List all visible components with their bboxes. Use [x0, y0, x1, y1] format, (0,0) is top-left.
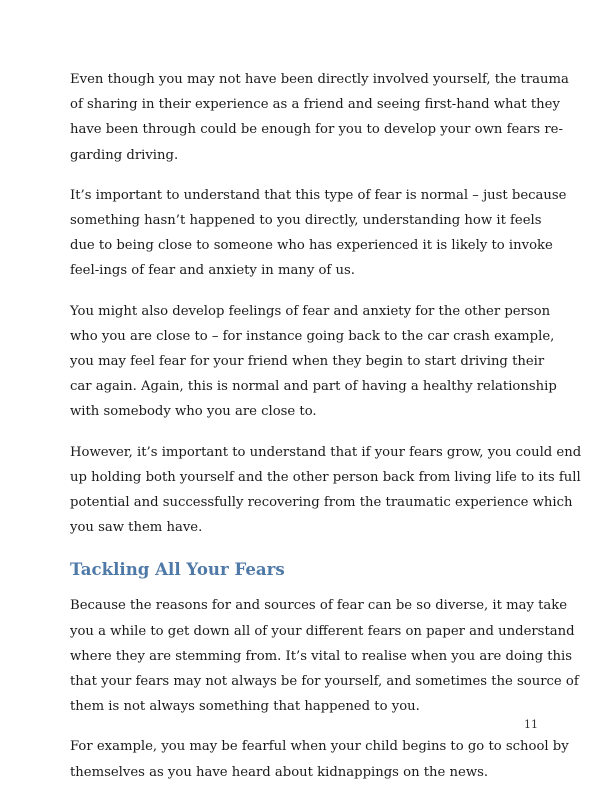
- text-line: However, it’s important to understand that if your fears grow, you could end: [70, 444, 582, 460]
- text-line: car again. Again, this is normal and part of having a healthy relationship: [70, 379, 557, 395]
- text-line: with somebody who you are close to.: [70, 404, 317, 420]
- text-line: you a while to get down all of your different fears on paper and understand: [70, 623, 575, 639]
- paragraph-3: [70, 299, 557, 425]
- text-line: that your fears may not always be for yourself, and sometimes the source of: [70, 674, 579, 690]
- text-line: you saw them have.: [70, 520, 203, 536]
- text-line: You might also develop feelings of fear and anxiety for the other person: [70, 303, 551, 319]
- paragraph-2: [70, 183, 567, 284]
- text-line: up holding both yourself and the other person back from living life to its full: [70, 469, 581, 485]
- text-line: who you are close to – for instance going back to the car crash example,: [70, 328, 555, 344]
- text-line: Even though you may not have been directly involved yourself, the trauma: [70, 72, 569, 87]
- page-number: 11: [524, 718, 538, 731]
- text-line: garding driving.: [70, 147, 179, 163]
- text-line: where they are stemming from. It’s vital to realise when you are doing this: [70, 648, 573, 664]
- page-content: [70, 67, 582, 800]
- text-line: It’s important to understand that this type of fear is normal – just because: [70, 187, 567, 203]
- text-line: you may feel fear for your friend when they begin to start driving their: [70, 354, 545, 370]
- text-line: Because the reasons for and sources of fear can be so diverse, it may take: [70, 598, 568, 614]
- section-heading: Tackling All Your Fears: [70, 559, 285, 580]
- text-line: due to being close to someone who has experienced it is likely to invoke: [70, 238, 553, 254]
- paragraph-6: [70, 734, 569, 784]
- paragraph-1: [70, 67, 569, 168]
- text-line: feel-ings of fear and anxiety in many of us.: [70, 263, 355, 279]
- text-line: For example, you may be fearful when your child begins to go to school by: [70, 739, 569, 755]
- text-line: of sharing in their experience as a friend and seeing first-hand what they: [70, 97, 560, 113]
- paragraph-5: [70, 593, 579, 719]
- paragraph-4: [70, 440, 582, 541]
- text-line: themselves as you have heard about kidnappings on the news.: [70, 764, 489, 780]
- text-line: something hasn’t happened to you directly, understanding how it feels: [70, 213, 542, 229]
- text-line: potential and successfully recovering from the traumatic experience which: [70, 495, 573, 511]
- text-line: have been through could be enough for you to develop your own fears re-: [70, 122, 563, 138]
- text-line: them is not always something that happened to you.: [70, 699, 420, 715]
